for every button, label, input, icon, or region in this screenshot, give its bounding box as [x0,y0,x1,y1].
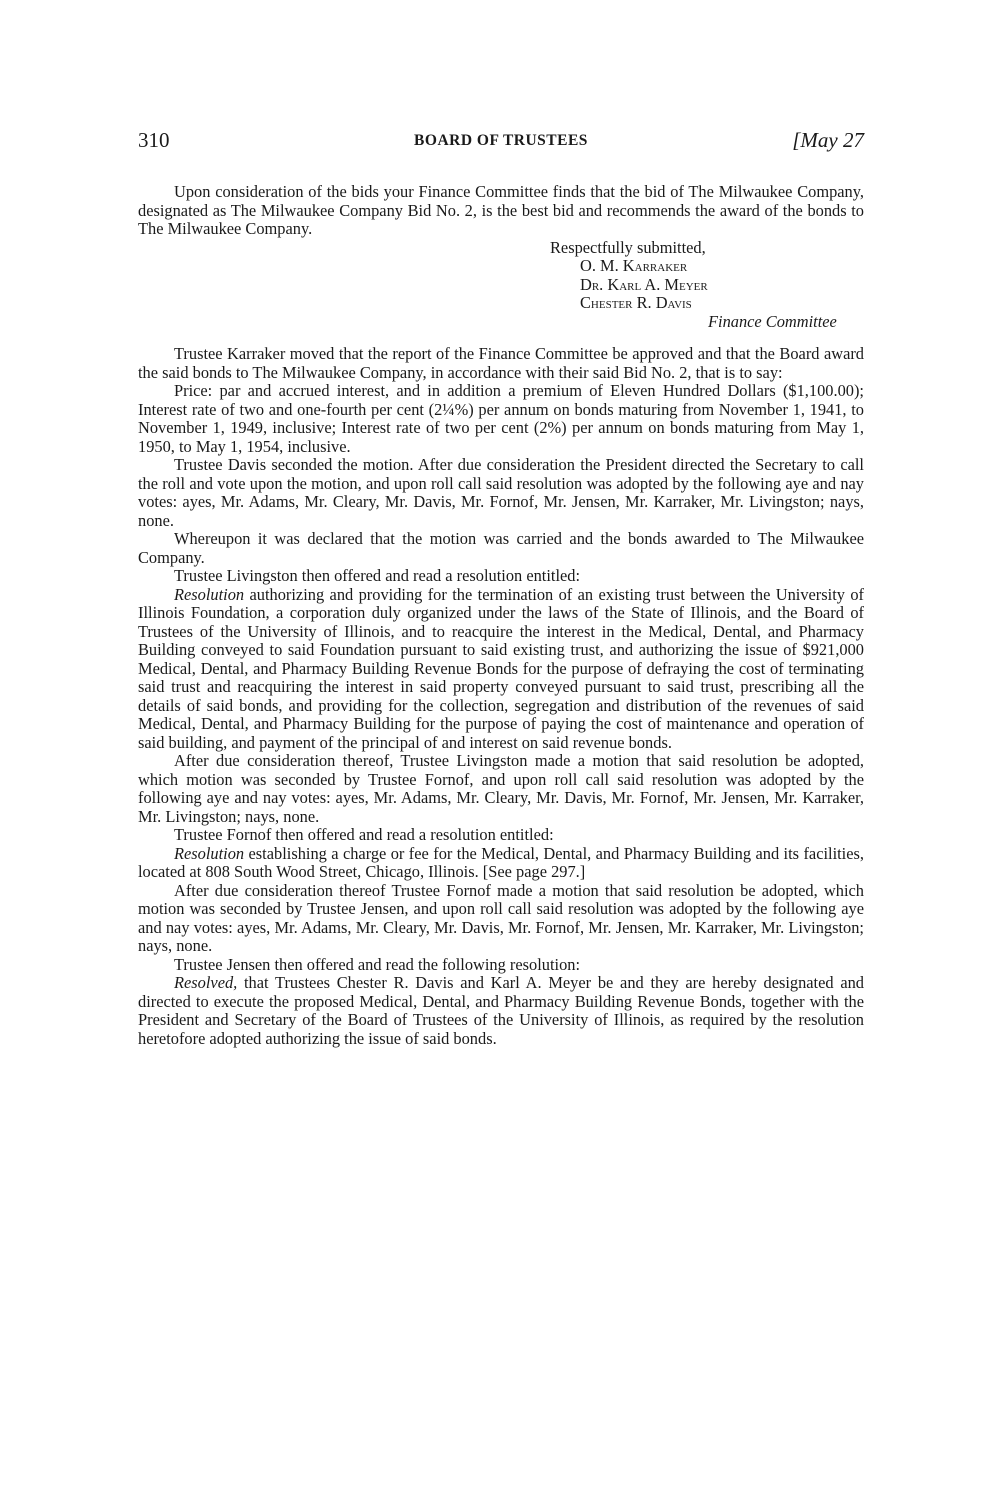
paragraph: Price: par and accrued interest, and in addition a premium of Eleven Hundred Dollars ($1,100.00); Interest rate of two and one-fourth per cent (2¼%) per annum on bonds maturing from November 1, 1941, to November 1, 1949, inclusive; Interest rate of two per cent (2%) per annum on bonds maturing from May 1, 1950, to May 1, 1954, inclusive. [138,381,864,456]
resolution-text: that Trustees Chester R. Davis and Karl A. Meyer be and they are hereby designated and directed to execute the proposed Medical, Dental, and Pharmacy Building Revenue Bonds, together with the President and Secretary of the Board of Trustees of the University of Illinois, as required by the resolution heretofore adopted authorizing the issue of said bonds. [138,973,864,1048]
paragraph: Trustee Livingston then offered and read a resolution entitled: [174,566,581,585]
document-body [138,183,864,1048]
signature-block [550,239,864,332]
paragraph: Trustee Fornof then offered and read a resolution entitled: [174,825,554,844]
resolution-lead: Resolution [174,584,245,604]
resolution-paragraph [138,845,864,882]
committee-name: Finance Committee [708,311,837,331]
signer-name: Dr. Karl A. Meyer [580,274,708,294]
resolution-paragraph [138,586,864,753]
closing-line: Respectfully submitted, [550,237,706,257]
page-header [138,128,864,158]
page-number: 310 [138,128,170,152]
running-title: BOARD OF TRUSTEES [414,132,588,149]
paragraph: Trustee Davis seconded the motion. After due consideration the President directed the Secretary to call the roll and vote upon the motion, and upon roll call said resolution was adopted by the following aye and nay votes: ayes, Mr. Adams, Mr. Cleary, Mr. Davis, Mr. Fornof, Mr. Jensen, Mr. Karraker, Mr. Livingston; nays, none. [138,455,864,530]
paragraph: After due consideration thereof, Trustee Livingston made a motion that said resolution be adopted, which motion was seconded by Trustee Fornof, and upon roll call said resolution was adopted by the following aye and nay votes: ayes, Mr. Adams, Mr. Cleary, Mr. Davis, Mr. Fornof, Mr. Jensen, Mr. Karraker, Mr. Livingston; nays, none. [138,751,864,826]
signer-name: O. M. Karraker [580,256,688,275]
signer-name: Chester R. Davis [580,293,692,312]
resolution-paragraph [138,974,864,1048]
paragraph: Trustee Karraker moved that the report of the Finance Committee be approved and that the Board award the said bonds to The Milwaukee Company, in accordance with their said Bid No. 2, that is to say: [138,344,864,382]
paragraph: Trustee Jensen then offered and read the following resolution: [174,954,581,974]
report-paragraph: Upon consideration of the bids your Finance Committee finds that the bid of The Milwaukee Company, designated as The Milwaukee Company Bid No. 2, is the best bid and recommends the award of the bonds to The Milwaukee Company. [138,182,864,238]
resolution-text: authorizing and providing for the termination of an existing trust between the University of Illinois Foundation, a corporation duly organized under the laws of the State of Illinois, and the Board of Trustees of the University of Illinois, and to reacquire the interest in the Medical, Dental, and Pharmacy Building conveyed to said Foundation pursuant to said existing trust, and authorizing the issue of $921,000 Medical, Dental, and Pharmacy Building Revenue Bonds for the purpose of defraying the cost of terminating said trust and reacquiring the interest in said property conveyed pursuant to said trust, prescribing all the details of said bonds, and providing for the collection, segregation and distribution of the revenues of said Medical, Dental, and Pharmacy Building for the purpose of paying the cost of maintenance and operation of said building, and payment of the principal of and interest on said revenue bonds. [138,584,864,752]
header-date: [May 27 [792,128,864,152]
paragraph: Whereupon it was declared that the motion was carried and the bonds awarded to The Milwaukee Company. [138,529,864,567]
resolution-lead: Resolved, [174,973,238,992]
resolution-text: establishing a charge or fee for the Medical, Dental, and Pharmacy Building and its facilities, located at 808 South Wood Street, Chicago, Illinois. [See page 297.] [138,843,864,881]
resolution-lead: Resolution [174,843,245,863]
paragraph: After due consideration thereof Trustee Fornof made a motion that said resolution be adopted, which motion was seconded by Trustee Jensen, and upon roll call said resolution was adopted by the following aye and nay votes: ayes, Mr. Adams, Mr. Cleary, Mr. Davis, Mr. Fornof, Mr. Jensen, Mr. Karraker, Mr. Livingston; nays, none. [138,880,864,955]
